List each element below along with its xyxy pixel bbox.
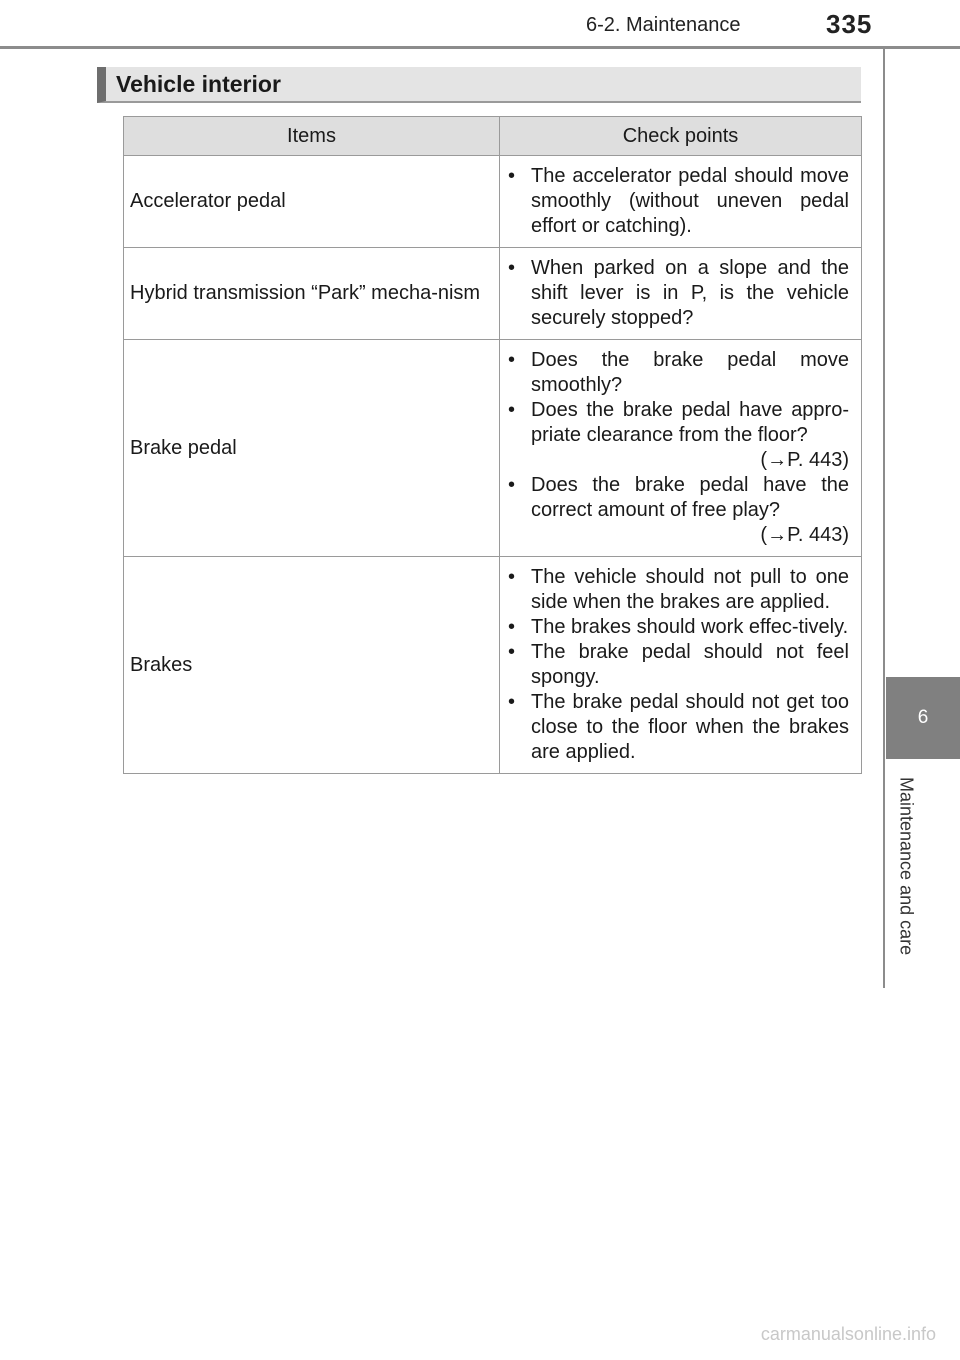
list-item xyxy=(506,615,849,640)
list-item xyxy=(506,256,849,331)
watermark: carmanualsonline.info xyxy=(760,1324,936,1344)
list-item xyxy=(506,164,849,239)
list-item xyxy=(506,690,849,765)
check-point-text: The accelerator pedal should move smoothly (without uneven pedal effort or catching). xyxy=(531,165,849,237)
chapter-title: Maintenance and care xyxy=(896,777,917,956)
item-cell: Hybrid transmission “Park” mecha-nism xyxy=(124,248,500,340)
column-header-check-points: Check points xyxy=(500,117,862,156)
list-item xyxy=(506,348,849,398)
side-divider xyxy=(883,48,885,988)
list-item xyxy=(506,398,849,473)
list-item xyxy=(506,640,849,690)
section-title: Vehicle interior xyxy=(97,67,861,103)
check-point-text: The brakes should work effec-tively. xyxy=(531,616,849,638)
list-item xyxy=(506,473,849,548)
item-cell: Brake pedal xyxy=(124,340,500,557)
item-cell: Accelerator pedal xyxy=(124,156,500,248)
section-heading: 6-2. Maintenance xyxy=(586,14,741,36)
check-points-cell xyxy=(500,156,862,248)
page-number: 335 xyxy=(826,9,873,39)
check-point-text: Does the brake pedal have the correct amount of free play? xyxy=(531,474,849,521)
chapter-tab: 6 xyxy=(886,677,960,759)
check-points-list xyxy=(506,256,849,331)
check-points-list xyxy=(506,348,849,548)
table-row xyxy=(124,557,862,774)
list-item xyxy=(506,565,849,615)
page-reference: (→P. 443) xyxy=(760,449,849,471)
check-points-list xyxy=(506,565,849,765)
table-row xyxy=(124,248,862,340)
item-cell: Brakes xyxy=(124,557,500,774)
check-points-cell xyxy=(500,248,862,340)
column-header-items: Items xyxy=(124,117,500,156)
table-body xyxy=(124,156,862,774)
check-points-cell xyxy=(500,340,862,557)
check-point-text: The brake pedal should not get too close to the floor when the brakes are applied. xyxy=(531,691,849,763)
check-points-list xyxy=(506,164,849,239)
check-point-text: Does the brake pedal have appro-priate clearance from the floor? xyxy=(531,399,849,446)
header-divider xyxy=(0,46,960,49)
check-point-text: The vehicle should not pull to one side when the brakes are applied. xyxy=(531,566,849,613)
check-point-text: The brake pedal should not feel spongy. xyxy=(531,641,849,688)
table-header-row xyxy=(124,117,862,156)
page-reference: (→P. 443) xyxy=(760,524,849,546)
check-point-text: Does the brake pedal move smoothly? xyxy=(531,349,849,396)
table-row xyxy=(124,340,862,557)
check-points-cell xyxy=(500,557,862,774)
check-point-text: When parked on a slope and the shift lever is in P, is the vehicle securely stopped? xyxy=(531,257,849,329)
check-table xyxy=(123,116,862,774)
table-row xyxy=(124,156,862,248)
